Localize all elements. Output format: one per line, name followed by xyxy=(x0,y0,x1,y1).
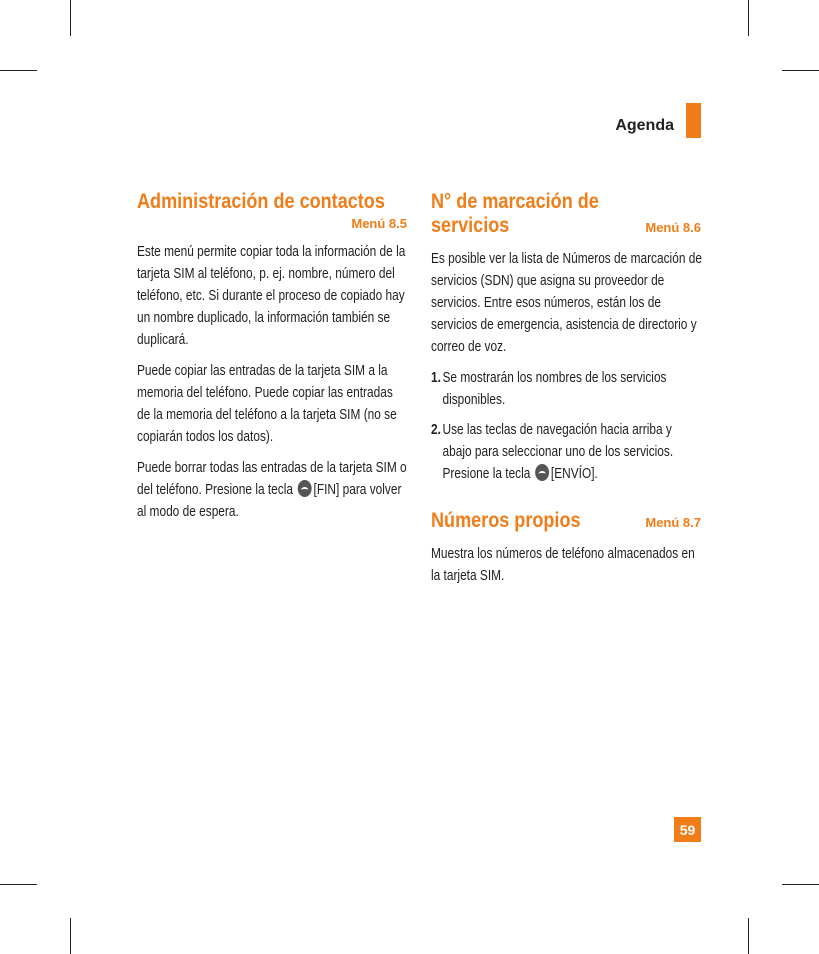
step-text: Use las teclas de navegación hacia arriba y abajo para seleccionar uno de los servicios. Presione la tecla xyxy=(442,422,674,482)
menu-reference: Menú 8.7 xyxy=(645,515,701,530)
header-tab-marker xyxy=(686,103,701,138)
paragraph: Puede copiar las entradas de la tarjeta SIM a la memoria del teléfono. Puede copiar las entradas de la memoria del teléfono a la tarjeta SIM (no se copiarán todos los datos). xyxy=(137,363,397,445)
section-title-service-dialing: N° de marcación de xyxy=(431,190,599,213)
crop-mark xyxy=(70,0,71,36)
steps-list xyxy=(431,367,703,485)
right-column xyxy=(431,190,703,596)
step-text: Se mostrarán los nombres de los servicios disponibles. xyxy=(442,370,667,408)
end-call-key-icon xyxy=(298,480,312,497)
paragraph xyxy=(137,457,407,523)
title-row xyxy=(431,509,703,533)
menu-reference: Menú 8.6 xyxy=(645,220,701,235)
crop-mark xyxy=(748,0,749,36)
page-number: 59 xyxy=(674,817,701,842)
crop-mark xyxy=(0,884,37,885)
paragraph: Este menú permite copiar toda la información de la tarjeta SIM al teléfono, p. ej. nombre, número del teléfono, etc. Si durante el proceso de copiado hay un nombre duplicado, la información también se duplicará. xyxy=(137,244,406,348)
list-item xyxy=(431,419,674,485)
key-label: [FIN] xyxy=(313,482,340,498)
crop-mark xyxy=(70,918,71,954)
menu-reference: Menú 8.5 xyxy=(351,216,407,231)
left-column xyxy=(137,190,407,532)
paragraph: Muestra los números de teléfono almacenados en la tarjeta SIM. xyxy=(431,546,695,584)
paragraph-text: para volver al modo de espera. xyxy=(137,482,402,520)
title-row xyxy=(431,214,703,238)
crop-mark xyxy=(782,884,819,885)
step-number: 2. xyxy=(431,422,441,438)
crop-mark xyxy=(0,70,37,71)
section-title-own-numbers: Números propios xyxy=(431,509,581,532)
crop-mark xyxy=(782,70,819,71)
section-body xyxy=(431,248,703,485)
key-label: [ENVÍO]. xyxy=(550,466,598,482)
section-title-contacts-admin: Administración de contactos xyxy=(137,190,385,213)
list-item xyxy=(431,367,674,411)
crop-mark xyxy=(748,918,749,954)
section-body xyxy=(431,543,703,587)
paragraph-text: Puede borrar todas las entradas de la tarjeta SIM o del teléfono. Presione la tecla xyxy=(137,460,407,498)
paragraph: Es posible ver la lista de Números de marcación de servicios (SDN) que asigna su proveedor de servicios. Entre esos números, están los de servicios de emergencia, asistencia de directorio y correo de voz. xyxy=(431,251,702,355)
step-number: 1. xyxy=(431,370,441,386)
send-call-key-icon xyxy=(535,464,549,481)
section-title-service-dialing-line2: servicios xyxy=(431,214,510,237)
section-header: Agenda xyxy=(615,117,674,134)
section-body xyxy=(137,241,407,523)
